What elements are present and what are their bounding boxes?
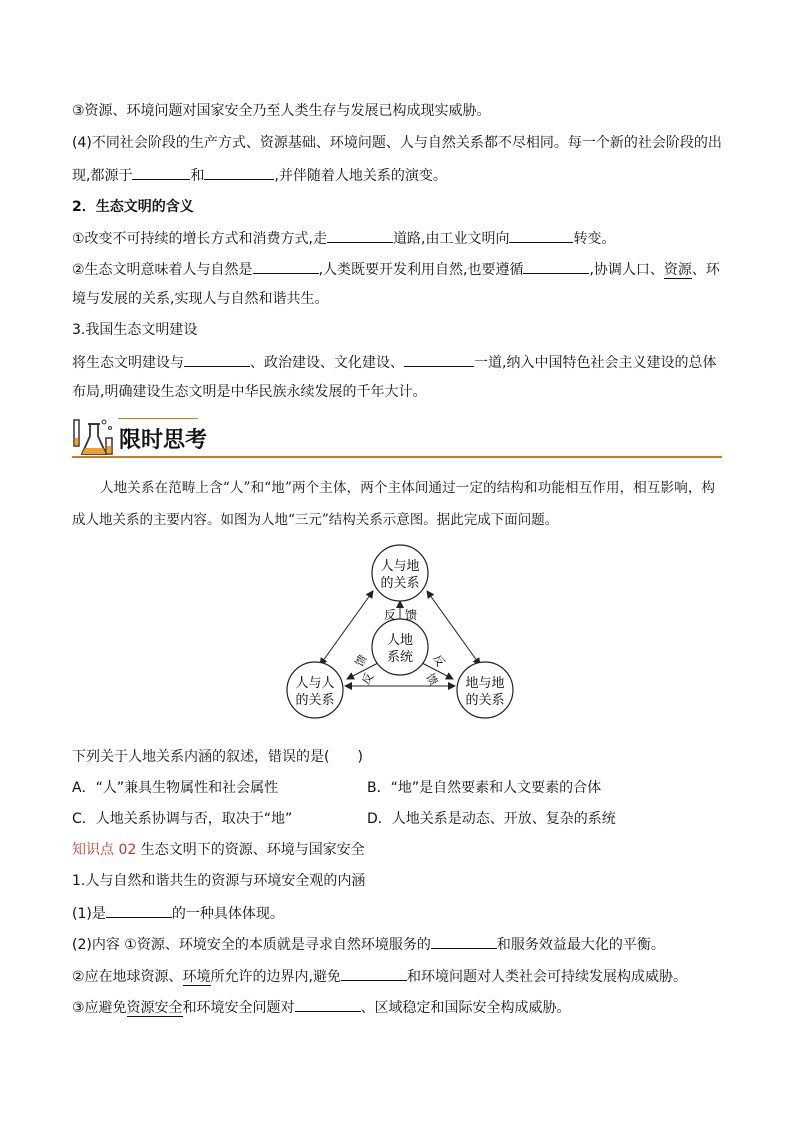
- node-label: 的关系: [465, 693, 505, 708]
- node-label: 人与人: [295, 676, 335, 691]
- para-embodiment: (1)是 的一种具体体现。: [72, 903, 284, 924]
- option-c[interactable]: C．人地关系协调与否，取决于“地”: [72, 811, 293, 827]
- blank-field[interactable]: [431, 934, 497, 949]
- blank-field[interactable]: [295, 997, 361, 1012]
- section-divider: [72, 456, 722, 458]
- blank-field[interactable]: [523, 259, 589, 274]
- lab-flask-icon: [72, 416, 118, 460]
- blank-field[interactable]: [341, 966, 407, 981]
- arrow-top-left: [320, 591, 373, 665]
- para-social-stage-cont: 现,都源于 和 ,并伴随着人地关系的演变。: [72, 165, 447, 186]
- blank-field[interactable]: [132, 165, 190, 180]
- section-title: 限时思考: [119, 428, 208, 453]
- para-china-eco-cont: 布局,明确建设生态文明是中华民族永续发展的千年大计。: [72, 384, 427, 400]
- feedback-label: 反: [384, 608, 397, 622]
- feedback-label: 馈: [405, 608, 418, 622]
- human-land-diagram: [285, 543, 525, 723]
- question-stem: 下列关于人地关系内涵的叙述，错误的是( ): [72, 749, 363, 765]
- node-label: 的关系: [295, 693, 335, 708]
- blank-field[interactable]: [204, 165, 274, 180]
- para-china-eco: 将生态文明建设与 、政治建设、文化建设、 一道,纳入中国特色社会主义建设的总体: [72, 352, 716, 373]
- para-resource-threat: ③资源、环境问题对国家安全乃至人类生存与发展已构成现实威胁。: [72, 103, 491, 119]
- feedback-label: 馈: [423, 671, 441, 688]
- blank-field[interactable]: [106, 903, 172, 918]
- header-accent-line: [118, 418, 198, 419]
- node-label: 人地: [386, 633, 414, 648]
- para-content: (2)内容 ①资源、环境安全的本质就是寻求自然环境服务的 和服务效益最大化的平衡。: [72, 934, 665, 955]
- option-b[interactable]: B．“地”是自然要素和人文要素的合体: [367, 780, 602, 796]
- arrow-top-right: [427, 591, 480, 665]
- feedback-label: 馈: [352, 652, 370, 669]
- blank-field[interactable]: [253, 259, 319, 274]
- node-label: 系统: [386, 650, 414, 665]
- para-harmony: ②生态文明意味着人与自然是 ,人类既要开发利用自然,也要遵循 ,协调人口、资源、环: [72, 259, 720, 280]
- heading-security-view: 1.人与自然和谐共生的资源与环境安全观的内涵: [72, 873, 366, 889]
- blank-field[interactable]: [184, 352, 250, 367]
- option-a[interactable]: A．“人”兼具生物属性和社会属性: [72, 780, 279, 796]
- knowledge-point-heading: 知识点 02 生态文明下的资源、环境与国家安全: [72, 842, 365, 858]
- blank-field[interactable]: [509, 228, 573, 243]
- node-label: 人与地: [380, 559, 420, 574]
- node-label: 地与地: [465, 676, 505, 691]
- heading-china-eco: 3.我国生态文明建设: [72, 322, 198, 338]
- blank-field[interactable]: [327, 228, 393, 243]
- para-social-stage: (4)不同社会阶段的生产方式、资源基础、环境问题、人与自然关系都不尽相同。每一个新的社会阶段的出: [72, 135, 722, 151]
- para-avoid: ③应避免资源安全和环境安全问题对 、区域稳定和国际安全构成威胁。: [72, 997, 571, 1018]
- blank-field[interactable]: [404, 352, 474, 367]
- para-change-growth: ①改变不可持续的增长方式和消费方式,走 道路,由工业文明向 转变。: [72, 228, 615, 249]
- para-boundary: ②应在地球资源、环境所允许的边界内,避免 和环境问题对人类社会可持续发展构成威胁。: [72, 966, 687, 987]
- node-label: 的关系: [380, 576, 420, 591]
- feedback-label: 反: [430, 652, 448, 669]
- option-d[interactable]: D．人地关系是动态、开放、复杂的系统: [367, 811, 616, 827]
- intro-text: 人地关系在范畴上含“人”和“地”两个主体，两个主体间通过一定的结构和功能相互作用，相互影响，构: [100, 480, 716, 496]
- intro-text-cont: 成人地关系的主要内容。如图为人地“三元”结构关系示意图。据此完成下面问题。: [72, 512, 559, 528]
- knowledge-point-label: 知识点 02: [72, 842, 137, 858]
- heading-eco-civilization: 2．生态文明的含义: [72, 199, 194, 215]
- feedback-label: 反: [359, 670, 377, 687]
- para-harmony-cont: 境与发展的关系,实现人与自然和谐共生。: [72, 291, 329, 307]
